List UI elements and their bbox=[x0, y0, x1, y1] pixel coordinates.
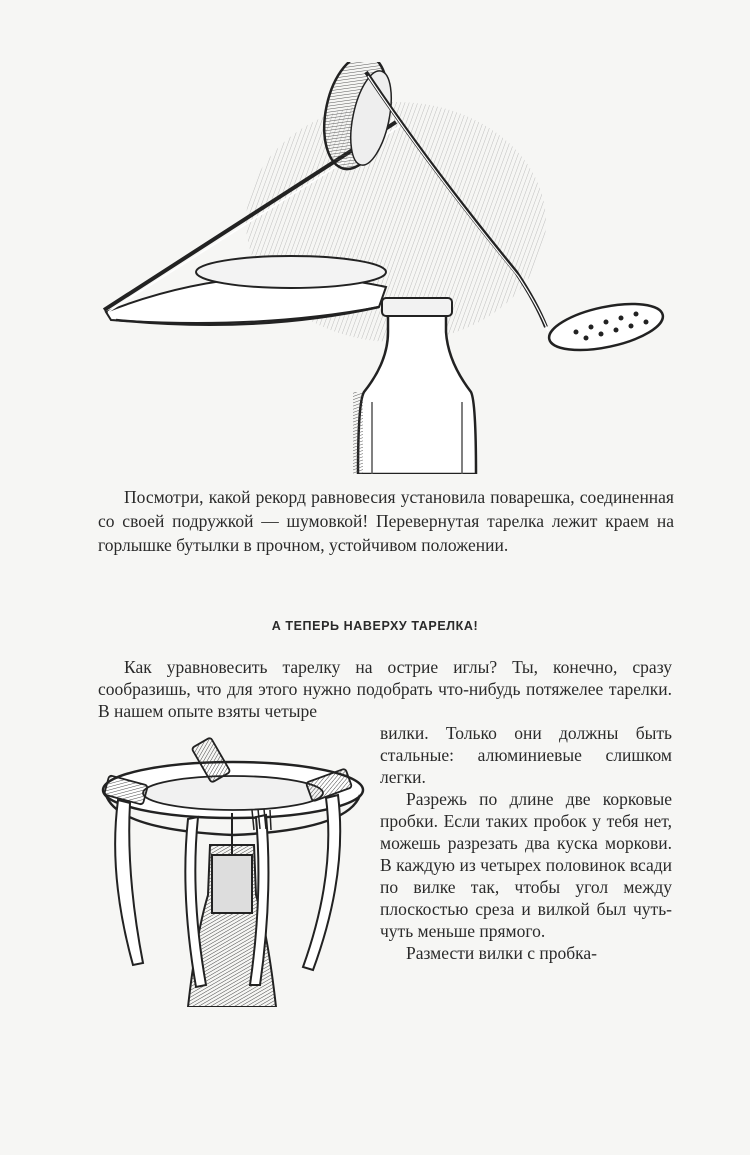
illustration-caption: Посмотри, какой рекорд равновесия установила поварешка, соединенная со своей подружкой — шумовкой! Перевернутая тарелка лежит краем на горлышке бутылки в прочном, устойчивом положении. bbox=[98, 487, 674, 555]
ladle-plate-bottle-illustration bbox=[96, 62, 672, 474]
intro-paragraph: Как уравновесить тарелку на острие иглы? Ты, конечно, сразу сообразишь, что для этого нужно подобрать что-нибудь потяжелее тарелки. В нашем опыте взяты четыре bbox=[98, 657, 672, 721]
forks-plate-bottle-illustration bbox=[98, 735, 376, 1007]
column-text bbox=[380, 722, 672, 964]
cork-paragraph: Разрежь по длине две корковые пробки. Если таких пробок у тебя нет, можешь разрезать два куска моркови. В каждую из четырех половинок всади по вилке так, чтобы угол между плоскостью среза и вилкой был чуть-чуть меньше прямого. bbox=[380, 789, 672, 941]
intro-paragraph-continuation: вилки. Только они должны быть стальные: алюминиевые слишком легки. bbox=[380, 723, 672, 787]
placement-paragraph: Размести вилки с пробка- bbox=[406, 943, 597, 963]
section-heading: А ТЕПЕРЬ НАВЕРХУ ТАРЕЛКА! bbox=[271, 619, 479, 633]
